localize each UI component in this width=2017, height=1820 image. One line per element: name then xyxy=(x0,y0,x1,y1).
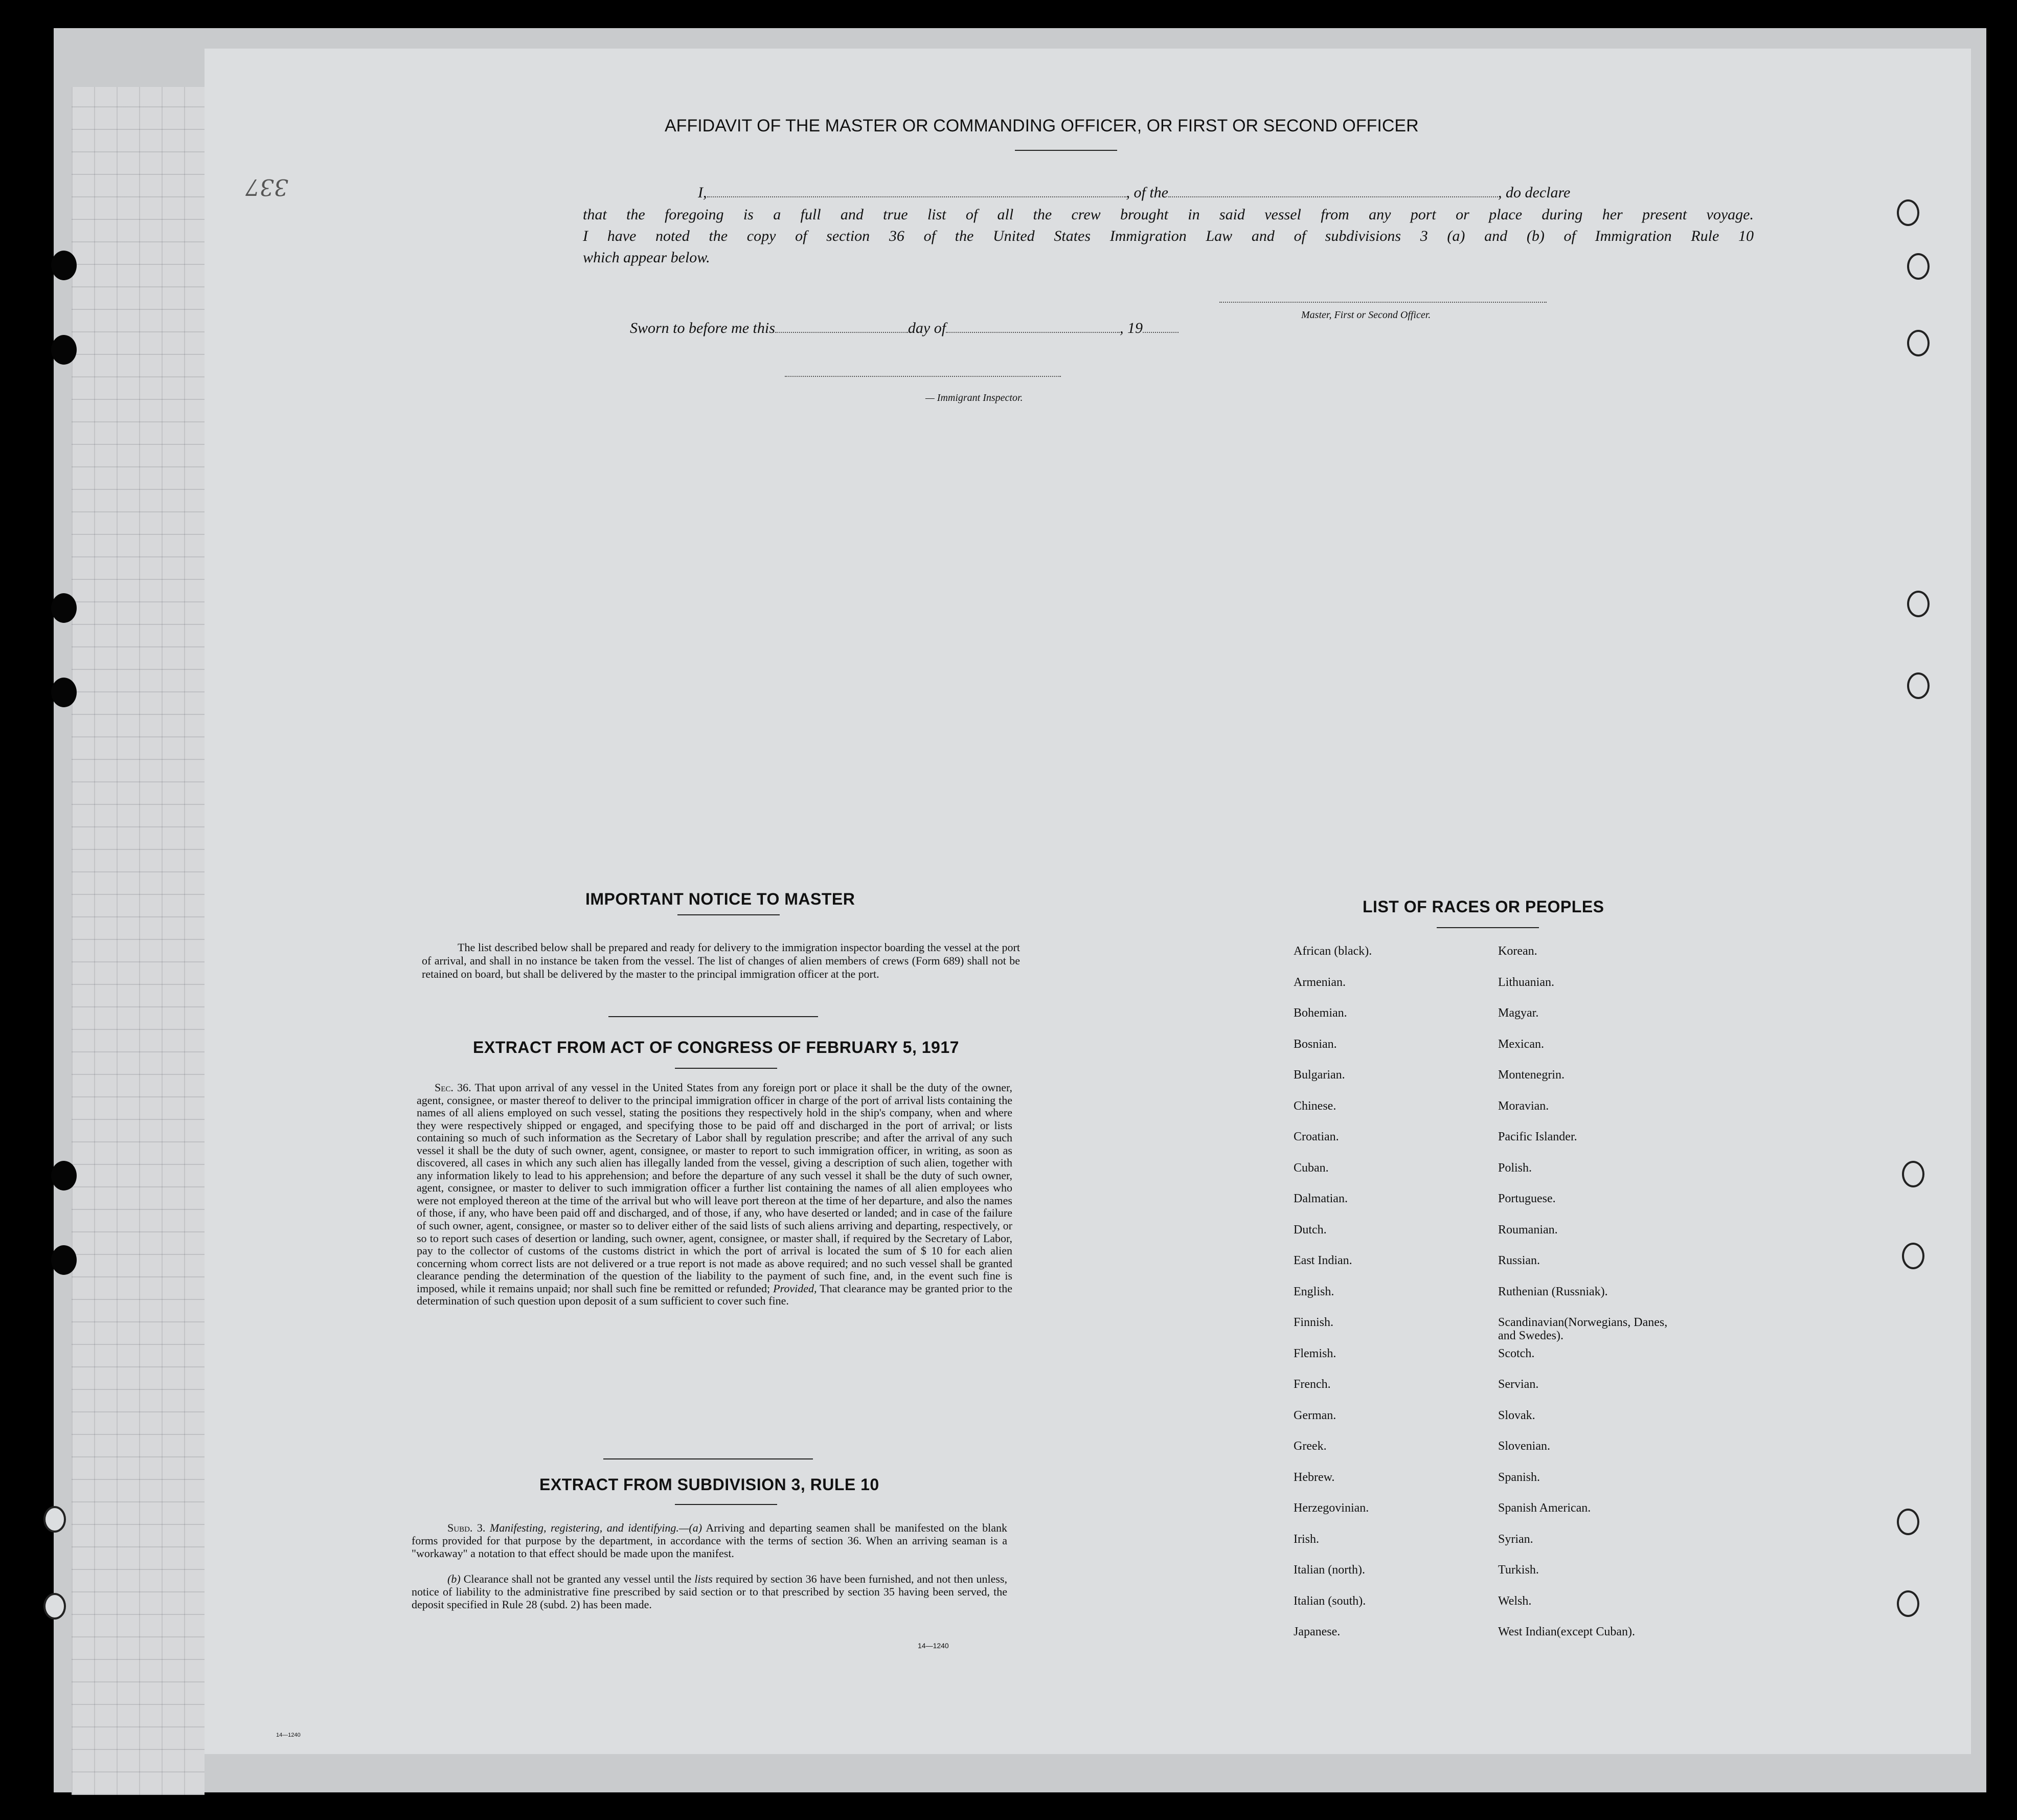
of-the-label: , of the xyxy=(1126,184,1168,201)
inspector-label: — Immigrant Inspector. xyxy=(925,392,1023,403)
race-item: Armenian. xyxy=(1294,975,1346,989)
race-item: Pacific Islander. xyxy=(1498,1130,1577,1143)
race-item: Moravian. xyxy=(1498,1099,1549,1113)
races-column-1 xyxy=(1294,945,1478,1656)
binder-hole xyxy=(51,1161,77,1190)
vessel-blank[interactable] xyxy=(1168,196,1498,197)
punch-hole xyxy=(1902,1161,1924,1187)
race-item: Bulgarian. xyxy=(1294,1068,1345,1082)
subd-text-a: Arriving and departing seamen shall be manifested on the blank forms provided for that purpose by the department, in accordance with the terms of section 36. When an arriving seaman is a "workaway" a notation to that effect should be made upon the manifest. xyxy=(412,1521,1007,1560)
binder-hole xyxy=(51,335,77,365)
sworn-line xyxy=(630,320,1179,337)
race-item: Herzegovinian. xyxy=(1294,1501,1369,1515)
affidavit-title: AFFIDAVIT OF THE MASTER OR COMMANDING OFFICER, OR FIRST OR SECOND OFFICER xyxy=(665,116,1419,136)
lists-word: lists xyxy=(694,1572,713,1585)
notice-text: The list described below shall be prepared and ready for delivery to the immigration inspector boarding the vessel at the port of arrival, and shall in no instance be taken from the vessel. The list of changes of alien members of crews (Form 689) shall not be retained on board, but shall be delivered by the master to the principal immigration officer at the port. xyxy=(422,941,1020,980)
race-item: Polish. xyxy=(1498,1161,1532,1175)
race-item: Portuguese. xyxy=(1498,1192,1556,1205)
punch-hole xyxy=(1907,591,1930,617)
rule-text-b xyxy=(412,1572,1007,1611)
race-item: Turkish. xyxy=(1498,1563,1539,1577)
act-title: EXTRACT FROM ACT OF CONGRESS OF FEBRUARY 5, 1917 xyxy=(473,1038,959,1057)
subd-label: Subd. 3. xyxy=(447,1521,486,1534)
act-divider xyxy=(603,1458,813,1459)
race-item: Scotch. xyxy=(1498,1346,1535,1360)
name-blank[interactable] xyxy=(707,196,1126,197)
punch-hole xyxy=(1897,1509,1919,1535)
act-body: That upon arrival of any vessel in the United States from any foreign port or place it shall be the duty of the owner, agent, consignee, or master thereof to deliver to the principal immigration officer in charge of the port of arrival lists containing the names of all aliens employed on such vessel, stating the positions they respectively hold in the ship's company, when and where they were respectively shipped or engaged, and specifying those to be paid off and discharged in the port of arrival; or lists containing so much of such information as the Secretary of Labor shall by regulation prescribe; and after the arrival of any such vessel it shall be the duty of such owner, agent, consignee, or master to report to such immigration officer, in writing, as soon as discovered, all cases in which any such alien has illegally landed from the vessel, giving a description of such alien, together with any information likely to lead to his apprehension; and before the departure of any such vessel it shall be the duty of such owner, agent, consignee, or master to deliver to such immigration officer a further list containing the names of all alien employees who were not employed thereon at the time of the arrival but who will leave port thereon at the time of her departure, and also the names of those, if any, who have been paid off and discharged, and of those, if any, who have deserted or landed; and in case of the failure of such owner, agent, consignee, or master so to deliver either of the said lists of such aliens arriving and departing, respectively, or so to report such cases of desertion or landing, such owner, agent, consignee, or master shall, if required by the Secretary of Labor, pay to the collector of customs of the customs district in which the port of arrival is located the sum of $ 10 for each alien concerning whom correct lists are not delivered or a true report is not made as above required; and no such vessel shall be granted clearance pending the determination of the question of the liability to the payment of such fine, and, in the event such fine is imposed, while it remains unpaid; nor shall such fine be remitted or refunded; xyxy=(417,1081,1012,1295)
notice-divider xyxy=(608,1016,818,1017)
subd-text-b1: Clearance shall not be granted any vessel until the xyxy=(463,1572,692,1585)
do-declare-label: , do declare xyxy=(1498,184,1571,201)
month-blank[interactable] xyxy=(946,332,1120,333)
race-item: Lithuanian. xyxy=(1498,975,1554,989)
b-label: (b) xyxy=(447,1572,461,1585)
binder-hole xyxy=(43,1506,66,1533)
race-item: Italian (north). xyxy=(1294,1563,1365,1577)
races-column-2 xyxy=(1498,945,1723,1656)
i-label: I, xyxy=(698,184,707,201)
race-item: Bohemian. xyxy=(1294,1006,1347,1020)
punch-hole xyxy=(1907,672,1930,699)
race-item: English. xyxy=(1294,1285,1334,1298)
footer-form-number: 14—1240 xyxy=(276,1732,301,1738)
punch-hole xyxy=(1897,199,1919,226)
race-item: Syrian. xyxy=(1498,1532,1533,1546)
race-item: Slovak. xyxy=(1498,1408,1535,1422)
year-blank[interactable] xyxy=(1143,332,1179,333)
race-item: Ruthenian (Russniak). xyxy=(1498,1285,1608,1298)
act-text xyxy=(417,1082,1012,1308)
race-item: Italian (south). xyxy=(1294,1594,1366,1608)
binder-hole xyxy=(51,1245,77,1275)
race-item: French. xyxy=(1294,1378,1331,1391)
master-label: Master, First or Second Officer. xyxy=(1301,309,1431,321)
rule-text-a xyxy=(412,1521,1007,1560)
race-item: Flemish. xyxy=(1294,1346,1336,1360)
binder-hole xyxy=(51,678,77,707)
punch-hole xyxy=(1902,1243,1924,1269)
punch-hole xyxy=(1907,253,1930,280)
binder-hole xyxy=(51,593,77,623)
race-item: Hebrew. xyxy=(1294,1470,1335,1484)
race-item: Irish. xyxy=(1294,1532,1319,1546)
race-item: Dutch. xyxy=(1294,1223,1327,1237)
race-item: Croatian. xyxy=(1294,1130,1339,1143)
race-item: West Indian(except Cuban). xyxy=(1498,1625,1635,1638)
inspector-signature-blank[interactable] xyxy=(785,376,1061,377)
binder-hole xyxy=(43,1593,66,1620)
races-title: LIST OF RACES OR PEOPLES xyxy=(1363,897,1604,916)
master-signature-blank[interactable] xyxy=(1219,302,1547,303)
subd-text-b2: required by section 36 have been furnished, and not then unless, notice of liability to the administrative fine prescribed by said section or to that prescribed by section 35 having been served, the deposit specified in Rule 28 (subd. 2) has been made. xyxy=(412,1572,1007,1611)
notice-rule xyxy=(677,914,780,915)
race-item: Scandinavian(Norwegians, Danes, and Swedes). xyxy=(1498,1316,1668,1342)
race-item: Roumanian. xyxy=(1498,1223,1558,1237)
act-body-end: That clearance may be granted prior to the determination of such question upon deposit of a sum sufficient to cover such fine. xyxy=(417,1282,1012,1308)
affidavit-line3: I have noted the copy of section 36 of the United States Immigration Law and of subdivisions 3 (a) and (b) of Immigration Rule 10 xyxy=(583,228,1754,244)
race-item: Bosnian. xyxy=(1294,1037,1337,1051)
race-item: Cuban. xyxy=(1294,1161,1329,1175)
handwritten-page-number: 337 xyxy=(245,174,288,200)
ledger-strip xyxy=(72,87,205,1795)
punch-hole xyxy=(1907,330,1930,356)
affidavit-line1 xyxy=(593,184,1754,201)
act-rule xyxy=(675,1068,777,1069)
race-item: Welsh. xyxy=(1498,1594,1532,1608)
day-of-label: day of xyxy=(908,320,946,336)
form-number: 14—1240 xyxy=(918,1642,949,1650)
affidavit-line4: which appear below. xyxy=(583,249,710,266)
sworn-label: Sworn to before me this xyxy=(630,320,775,336)
race-item: Servian. xyxy=(1498,1378,1539,1391)
race-item: Greek. xyxy=(1294,1440,1327,1453)
race-item: Chinese. xyxy=(1294,1099,1336,1113)
affidavit-line2: that the foregoing is a full and true list of all the crew brought in said vessel from any port or place during her present voyage. xyxy=(583,206,1754,223)
races-rule xyxy=(1437,927,1539,928)
day-blank[interactable] xyxy=(775,332,908,333)
race-item: Korean. xyxy=(1498,945,1537,958)
race-item: Spanish American. xyxy=(1498,1501,1591,1515)
race-item: Mexican. xyxy=(1498,1037,1544,1051)
race-item: Spanish. xyxy=(1498,1470,1540,1484)
subd-heading: Manifesting, registering, and identifying.—(a) xyxy=(489,1521,702,1534)
binder-hole xyxy=(51,251,77,280)
notice-title: IMPORTANT NOTICE TO MASTER xyxy=(585,890,855,908)
provided-label: Provided, xyxy=(773,1282,817,1295)
race-item: African (black). xyxy=(1294,945,1372,958)
race-item: East Indian. xyxy=(1294,1254,1352,1267)
punch-hole xyxy=(1897,1590,1919,1617)
sec-label: Sec. 36. xyxy=(435,1081,471,1094)
manifest-page xyxy=(205,49,1971,1754)
rule-rule xyxy=(675,1504,777,1505)
race-item: Finnish. xyxy=(1294,1316,1334,1329)
race-item: Russian. xyxy=(1498,1254,1540,1267)
race-item: German. xyxy=(1294,1408,1336,1422)
race-item: Japanese. xyxy=(1294,1625,1341,1638)
year-label: , 19 xyxy=(1120,320,1143,336)
race-item: Dalmatian. xyxy=(1294,1192,1348,1205)
title-rule xyxy=(1015,150,1117,151)
race-item: Montenegrin. xyxy=(1498,1068,1565,1082)
race-item: Magyar. xyxy=(1498,1006,1539,1020)
rule-title: EXTRACT FROM SUBDIVISION 3, RULE 10 xyxy=(539,1475,879,1494)
race-item: Slovenian. xyxy=(1498,1440,1550,1453)
